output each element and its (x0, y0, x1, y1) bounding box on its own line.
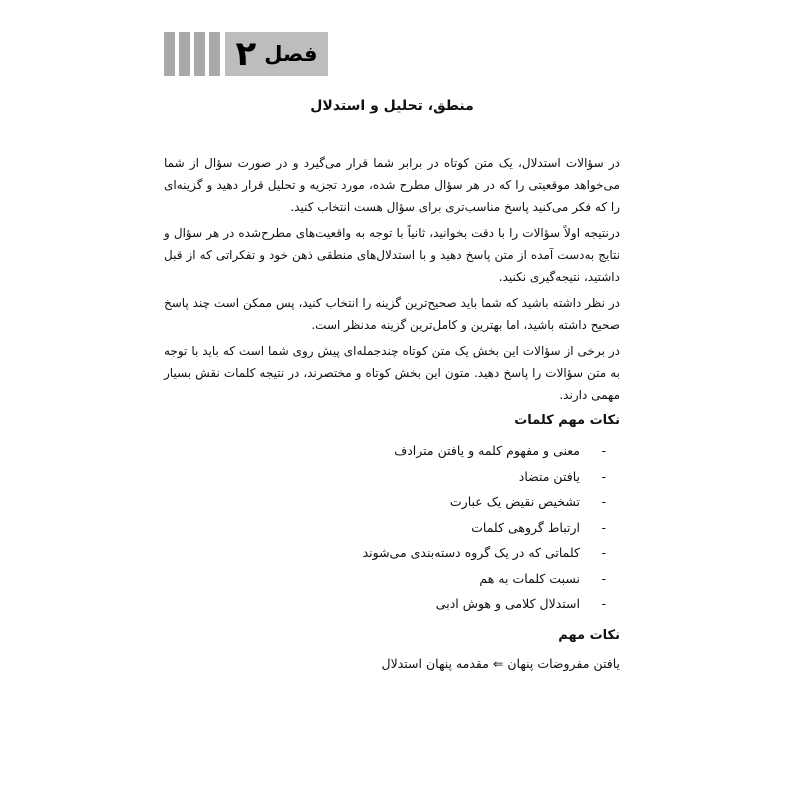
chapter-label-box (225, 32, 328, 76)
decorative-bar (179, 32, 190, 76)
bullet-dash: - (601, 545, 606, 560)
list-item-text: ارتباط گروهی کلمات (471, 519, 580, 535)
list-item (164, 566, 606, 592)
list-item-text: یافتن متضاد (518, 468, 580, 484)
page-title: منطق، تحلیل و استدلال (310, 98, 474, 114)
bullet-dash: - (601, 494, 606, 509)
list-item (164, 540, 606, 566)
list-item (164, 489, 606, 515)
paragraph: در نظر داشته باشید که شما باید صحیح‌ترین گزینه را انتخاب کنید، پس ممکن است چند پاسخ صحیح داشته باشید، اما بهترین و کامل‌ترین گزینه مدنظر است. (164, 296, 620, 332)
word-tips-list (164, 438, 620, 617)
bullet-dash: - (601, 570, 606, 586)
list-item-text: کلماتی که در یک گروه دسته‌بندی می‌شوند (362, 545, 580, 560)
list-item-text: استدلال کلامی و هوش ادبی (435, 596, 580, 611)
page-content (164, 152, 620, 675)
list-item (164, 515, 606, 541)
list-item-text: تشخیص نقیض یک عبارت (449, 494, 580, 509)
bullet-dash: - (601, 443, 606, 458)
section-heading-important-tips: نکات مهم (558, 627, 620, 643)
chapter-header (164, 32, 328, 76)
section-heading-word-tips: نکات مهم کلمات (514, 413, 620, 428)
list-item-text: نسبت کلمات به هم (479, 570, 580, 586)
list-item (164, 591, 606, 617)
paragraph: در برخی از سؤالات این بخش یک متن کوتاه چندجمله‌ای پیش روی شما است که باید با توجه به متن سؤالات را پاسخ دهید. متون این بخش کوتاه و مختصرند، در نتیجه کلمات نقش بسیار مهمی دارند. (164, 344, 620, 402)
list-item (164, 438, 606, 464)
chapter-word: فصل (264, 42, 318, 66)
paragraph: درنتیجه اولاً سؤالات را با دقت بخوانید، ثانیاً با توجه به واقعیت‌های مطرح‌شده در هر سؤال و نتایج به‌دست آمده از متن پاسخ دهید و با استدلال‌های منطقی ذهن خود و تفکراتی که از قبل داشتید، نتیجه‌گیری نکنید. (164, 226, 620, 284)
decorative-bar (164, 32, 175, 76)
important-note: یافتن مفروضات پنهان ⇐ مقدمه پنهان استدلال (381, 655, 620, 671)
decorative-bar (194, 32, 205, 76)
chapter-number: ۲ (235, 34, 257, 74)
bullet-dash: - (601, 468, 606, 484)
list-item (164, 464, 606, 490)
list-item-text: معنی و مفهوم کلمه و یافتن مترادف (394, 443, 580, 458)
bullet-dash: - (601, 596, 606, 611)
paragraph: در سؤالات استدلال، یک متن کوتاه در برابر شما قرار می‌گیرد و در صورت سؤال از شما می‌خواهد موقعیتی را که در هر سؤال مطرح شده، مورد تجزیه و تحلیل قرار دهید و گزینه‌ای را که فکر می‌کنید پاسخ مناسب‌تری برای سؤال هست انتخاب کنید. (164, 156, 620, 214)
decorative-bar (209, 32, 220, 76)
bullet-dash: - (601, 519, 606, 535)
